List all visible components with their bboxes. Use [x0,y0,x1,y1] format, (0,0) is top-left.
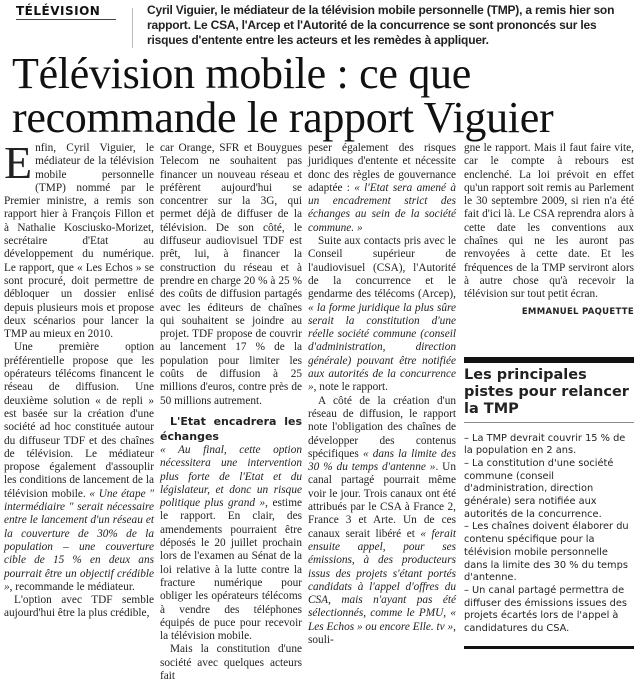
quote-text: « Au final, cette option nécessitera une intervention plus forte de l'Etat et du législateur, et donc un risque politique plus grand » [160,443,302,510]
article-column-1 [4,137,154,621]
article-lead: Cyril Viguier, le médiateur de la télévision mobile personnelle (TMP), a remis hier son rapport. Le CSA, l'Arcep et l'Autorité de la concurrence se sont prononcés sur les risques d'entente entre les acteurs et les remèdes à appliquer. [147,3,615,47]
paragraph [4,137,154,341]
byline: EMMANUEL PAQUETTE [521,306,634,317]
box-top-bar [464,357,634,363]
divider [132,8,133,48]
subheading [160,414,302,444]
paragraph [308,142,456,235]
text: , souli- [308,620,456,646]
paragraph [464,142,634,302]
article-column-4 [464,142,634,649]
section-label: TÉLÉVISION [16,4,116,20]
article-column-2 [160,142,302,683]
paragraph [160,142,302,408]
box-item: – Les chaînes doivent élaborer du contenu spécifique pour la télévision mobile personnelle dans la limite des 30 % du temps d'antenne. [464,521,629,584]
text: peser également des risques juridiques d'entente et nécessite donc des règles de gouvernance adaptée : [308,142,456,194]
text: car Orange, SFR et Bouygues Telecom ne souhaitent pas financer un nouveau réseau et préfèrent aujourd'hui se concentrer sur la 3G, qui permet déjà de diffuser de la télévision. De son côté, le diffuseur audiovisuel TDF est prêt, lui, à financer la construction du réseau et à prendre en charge 20 % à 25 % des coûts de diffusion partagés avec les éditeurs de chaînes qui souhaitent se joindre au projet. TDF propose de couvrir au lancement 17 % de la population pour limiter les coûts de diffusion à 25 millions d'euros, contre près de 50 millions autrement. [160,142,302,407]
quote-text: « dans la limite des 30 % du temps d'antenne » [308,447,456,474]
text: . Un canal partagé pourrait même voir le jour. Trois canaux ont été attribués par le CSA à France 2, France 3 et Arte. Un de ces canaux serait libéré et [308,461,456,540]
text: Mais la constitution d'une société avec quelques acteurs fait [160,643,302,682]
box-item: – La TMP devrait couvrir 15 % de la population en 2 ans. [464,432,626,457]
box-rule [464,422,634,423]
text: L'Etat encadrera les échanges [160,414,302,443]
text: Une première option préférentielle propose que les opérateurs télécoms financent le réseau de diffusion. Une deuxième solution « de repli » est basée sur la création d'une société ad hoc constituée autour du diffuseur TDF et des chaînes de télévision. Le médiateur propose également d'assouplir les conditions de lancement de la télévision mobile. [4,341,154,500]
text: gne le rapport. Mais il faut faire vite, car le compte à rebours est enclenché. La loi prévoit en effet qu'un rapport soit remis au Parlement le 30 septembre 2009, si rien n'a été fait d'ici là. Le CSA reprendra alors à cette date les conventions aux chaînes qui ne les auront pas renvoyées à cette date. Et les fréquences de la TMP serviront alors à autre chose qu'à recevoir la télévision sur tout petit écran. [464,142,634,301]
quote-text: « l'Etat sera amené à un encadrement strict des échanges au sein de la société commune. » [308,181,456,234]
paragraph [308,395,456,648]
box-item: – Un canal partagé permettra de diffuser des émissions issues des projets écartés lors de l'appel à candidatures du CSA. [464,585,628,635]
paragraph [160,444,302,643]
text: A côté de la création d'un réseau de diffusion, le rapport note l'obligation des chaînes de développer des contenus spécifiques [308,394,456,460]
paragraph [4,341,154,594]
box-bottom-bar [464,646,634,649]
sidebar-box [464,357,634,649]
text: nfin, Cyril Viguier, le médiateur de la télévision mobile personnelle (TMP) nommé par le Premier ministre, a remis son rapport hier à François Fillon et à Nathalie Kosciusko-Morizet, secrétaire d'Etat au développement du numérique. Le rapport, que « Les Echos » se sont procuré, doit permettre de débloquer un dossier enlisé depuis plusieurs mois et propose deux scénarios pour lancer la TMP au mieux en 2010. [4,142,154,341]
quote-text: « la forme juridique la plus sûre serait la constitution d'une réelle société commune (conseil d'administration, direction générale) pouvant être notifiée aux autorités de la concurrence » [308,301,456,394]
text: , recommande le médiateur. [9,580,135,593]
paragraph [4,594,154,621]
paragraph [308,235,456,395]
quote-text: « Une étape " intermédiaire " serait nécessaire entre le lancement d'un réseau et la couverture de 30% de la population – une couverture cible de 15 % en deux ans pourrait être un objectif crédible » [4,487,154,593]
article-header [0,0,640,48]
text: L'option avec TDF semble aujourd'hui être la plus crédible, [4,594,154,620]
quote-text: « ferait ensuite appel, pour ses émissions, à des producteurs issus des projets s'étant portés candidats à l'appel d'offres du CSA, mais n'ayant pas été sélectionnés, comme le PMU, « Les Echos » ou encore Elle. tv » [308,527,456,633]
headline: Télévision mobile : ce que recommande le rapport Viguier [12,49,554,142]
text: Suite aux contacts pris avec le Conseil supérieur de l'audiovisuel (CSA), l'Autorité de la concurrence et le gendarme des télécoms (Arcep), [308,235,456,301]
box-item: – La constitution d'une société commune (conseil d'administration, direction générale) sera notifiée aux autorités de la concurrence. [464,457,614,520]
box-title: Les principales pistes pour relancer la TMP [464,366,629,417]
text: , estime le rapport. En clair, des amendements pourraient être déposés le 20 juillet prochain lors de l'examen au Sénat de la loi relative à la lutte contre la fracture numérique pour obliger les opérateurs télécoms à vendre des téléphones équipés de puce pour recevoir la télévision mobile. [160,497,302,643]
text: , note le rapport. [313,381,389,394]
box-list [464,433,634,636]
drop-cap: E [4,137,33,188]
article-column-3 [308,142,456,647]
article-body [0,137,640,682]
paragraph [160,643,302,683]
